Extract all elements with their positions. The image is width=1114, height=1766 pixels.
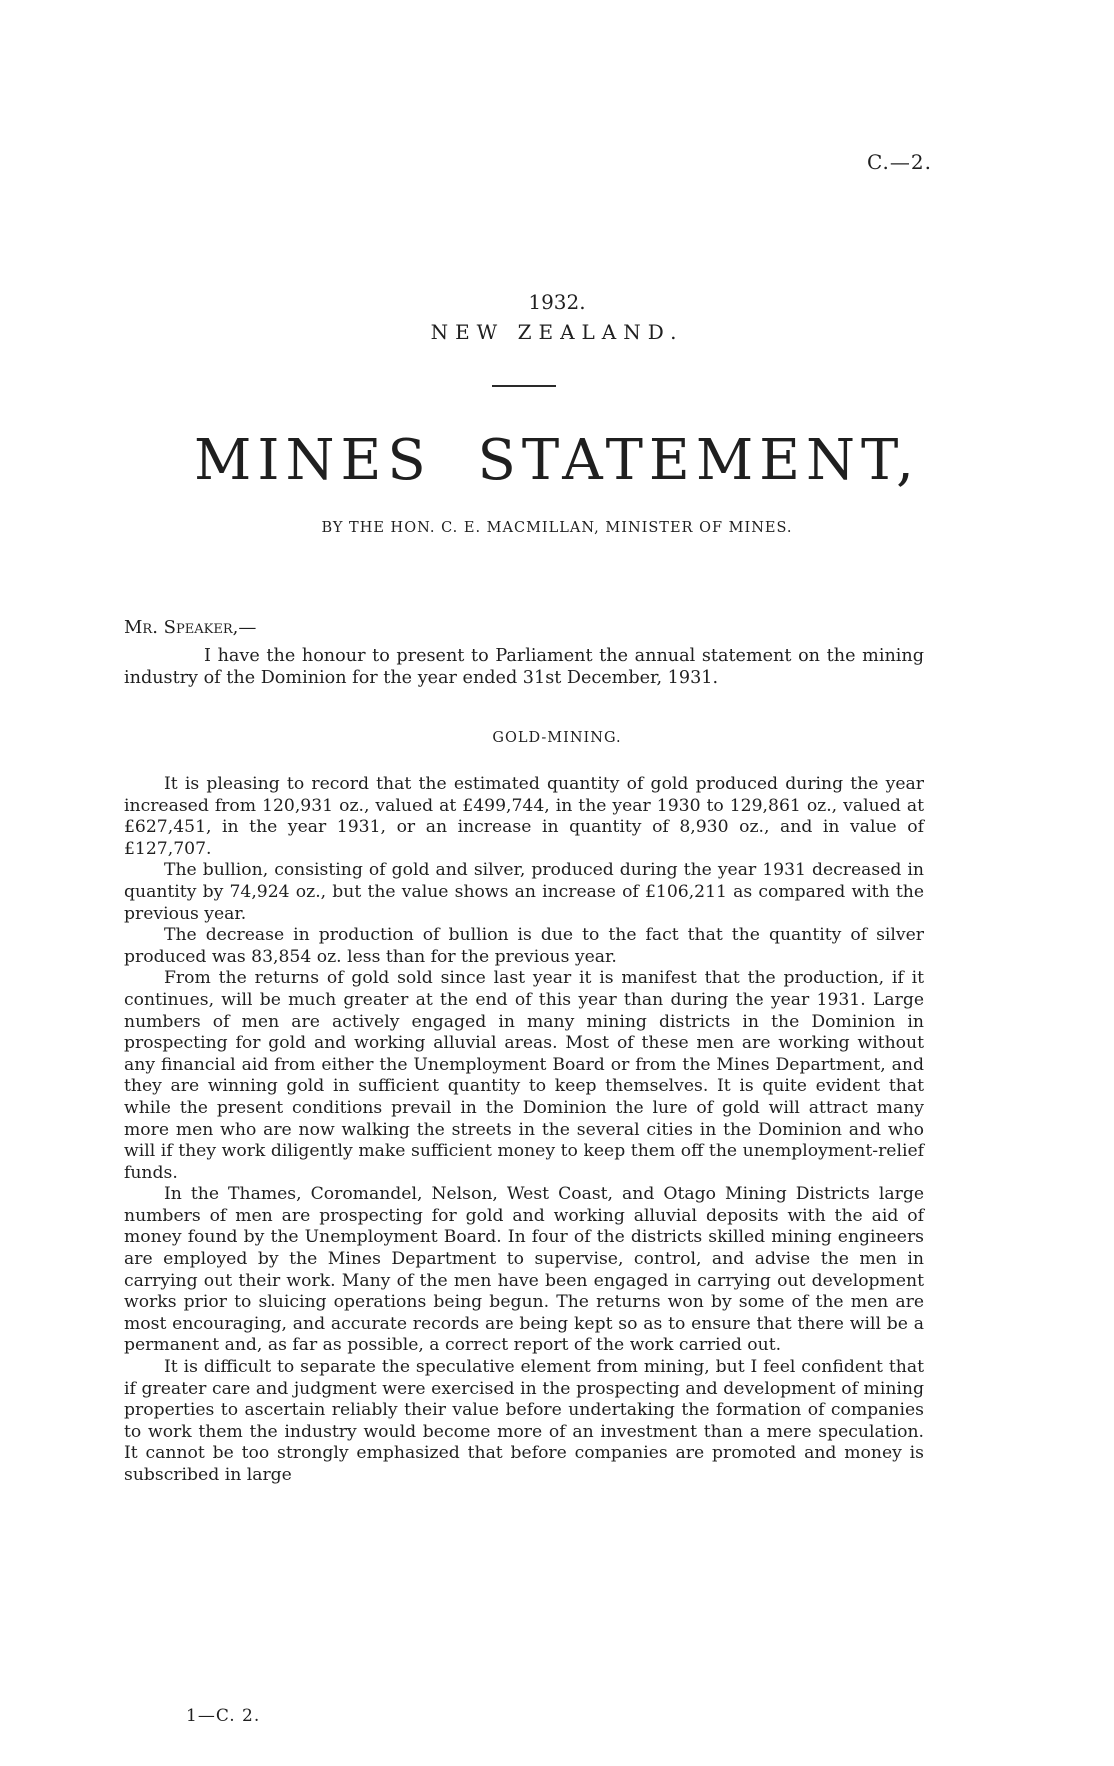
- section-heading: GOLD-MINING.: [492, 730, 622, 746]
- section-body: [124, 774, 924, 1487]
- paragraph: It is pleasing to record that the estimated quantity of gold produced during the year increased from 120,931 oz., valued at £499,744, in the year 1930 to 129,861 oz., valued at £627,451, in the year 1931, or an increase in quantity of 8,930 oz., and in value of £127,707.: [124, 774, 924, 859]
- intro-paragraph: I have the honour to present to Parliament the annual statement on the mining industry of the Dominion for the year ended 31st December, 1931.: [124, 646, 924, 689]
- paragraph: From the returns of gold sold since last year it is manifest that the production, if it continues, will be much greater at the end of this year than during the year 1931. Large numbers of men are actively engaged in many mining districts in the Dominion in prospecting for gold and working alluvial areas. Most of these men are working without any financial aid from either the Unemployment Board or from the Mines Department, and they are winning gold in sufficient quantity to keep themselves. It is quite evident that while the present conditions prevail in the Dominion the lure of gold will attract many more men who are now walking the streets in the several cities in the Dominion and who will if they work diligently make sufficient money to keep them off the unemployment-relief funds.: [124, 968, 924, 1183]
- page-signature: 1—C. 2.: [186, 1706, 261, 1726]
- country-heading: NEW ZEALAND.: [430, 320, 684, 344]
- salutation: Mr. Speaker,—: [124, 617, 257, 638]
- page-reference: C.—2.: [866, 150, 932, 174]
- page-title: MINES STATEMENT,: [194, 428, 920, 493]
- paragraph: It is difficult to separate the speculative element from mining, but I feel confident that if greater care and judgment were exercised in the prospecting and development of mining properties to ascertain reliably their value before undertaking the formation of companies to work them the industry would become more of an investment than a mere speculation. It cannot be too strongly emphasized that before companies are promoted and money is subscribed in large: [124, 1357, 924, 1485]
- paragraph: The bullion, consisting of gold and silver, produced during the year 1931 decreased in quantity by 74,924 oz., but the value shows an increase of £106,211 as compared with the previous year.: [124, 860, 924, 924]
- divider-rule: [492, 385, 556, 387]
- byline: BY THE HON. C. E. MACMILLAN, MINISTER OF MINES.: [321, 520, 793, 536]
- paragraph: In the Thames, Coromandel, Nelson, West Coast, and Otago Mining Districts large numbers of men are prospecting for gold and working alluvial deposits with the aid of money found by the Unemployment Board. In four of the districts skilled mining engineers are employed by the Mines Department to supervise, control, and advise the men in carrying out their work. Many of the men have been engaged in carrying out development works prior to sluicing operations being begun. The returns won by some of the men are most encouraging, and accurate records are being kept so as to ensure that there will be a permanent and, as far as possible, a correct report of the work carried out.: [124, 1184, 924, 1356]
- document-year: 1932.: [528, 290, 586, 314]
- paragraph: The decrease in production of bullion is due to the fact that the quantity of silver produced was 83,854 oz. less than for the previous year.: [124, 925, 924, 967]
